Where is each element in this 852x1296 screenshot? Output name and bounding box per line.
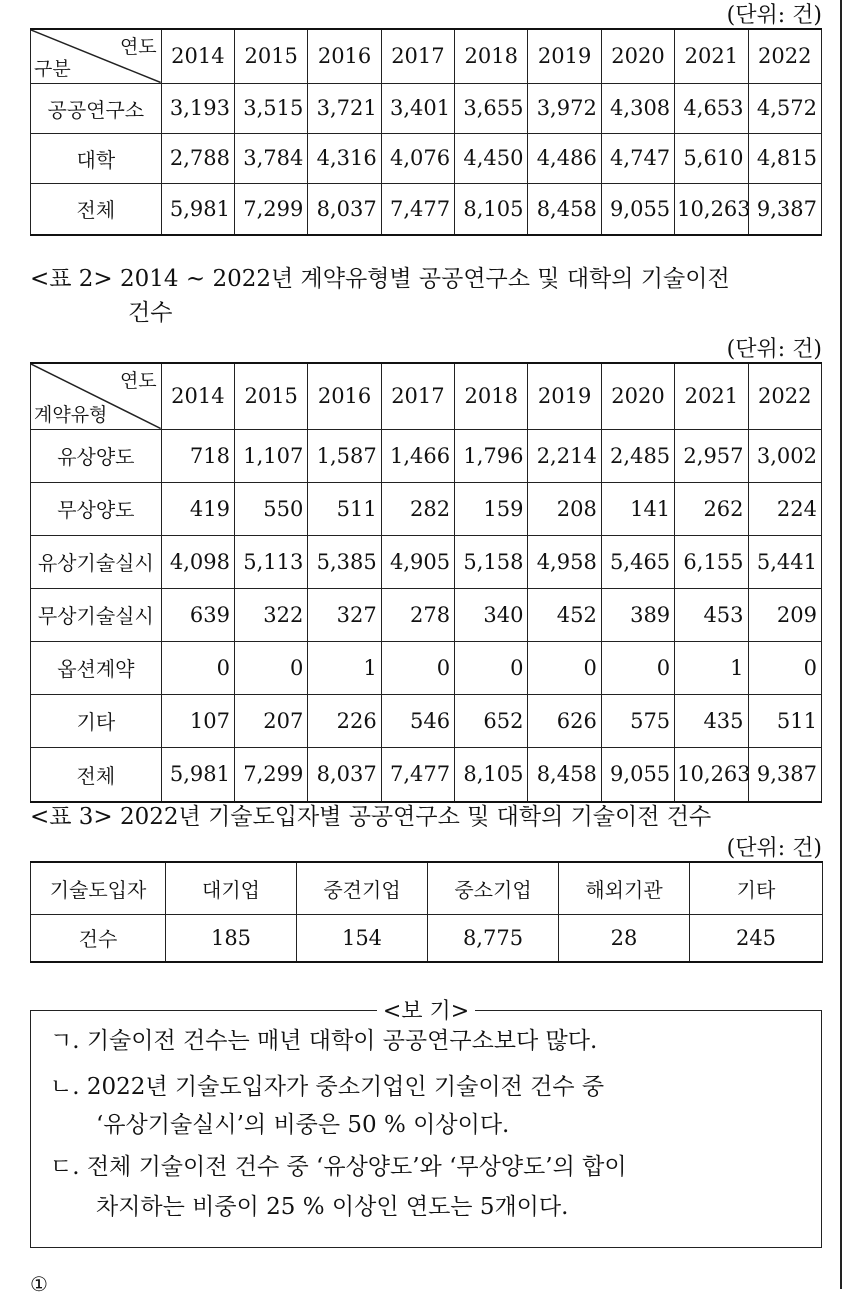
cell: 5,441 (748, 535, 821, 588)
cell: 5,113 (235, 535, 308, 588)
cell: 322 (235, 588, 308, 641)
table1-unit: (단위: 건) (726, 3, 822, 28)
bogi-text: 2022년 기술도입자가 중소기업인 기술이전 건수 중 (86, 1074, 605, 1100)
bogi-item (50, 1024, 810, 1058)
row-label: 전체 (31, 183, 162, 235)
table2-year: 2022 (748, 363, 821, 429)
cell: 4,905 (381, 535, 454, 588)
cell: 5,385 (308, 535, 381, 588)
row-label: 옵션계약 (31, 641, 162, 694)
answer-choice-marker: ① (30, 1272, 48, 1296)
cell: 107 (161, 694, 234, 747)
table3-header: 대기업 (166, 862, 297, 914)
cell: 245 (690, 914, 823, 962)
table2-year: 2017 (381, 363, 454, 429)
cell: 4,486 (528, 133, 601, 183)
cell: 5,465 (601, 535, 674, 588)
cell: 453 (675, 588, 748, 641)
cell: 4,308 (601, 83, 674, 133)
table2-caption (30, 262, 830, 330)
cell: 3,784 (235, 133, 308, 183)
cell: 8,105 (455, 183, 528, 235)
table1-year: 2016 (308, 29, 381, 83)
cell: 0 (161, 641, 234, 694)
cell: 652 (455, 694, 528, 747)
table2-header-corner (31, 363, 162, 429)
cell: 224 (748, 482, 821, 535)
table2-unit: (단위: 건) (726, 337, 822, 362)
cell: 209 (748, 588, 821, 641)
cell: 435 (675, 694, 748, 747)
table-row (31, 133, 822, 183)
cell: 208 (528, 482, 601, 535)
cell: 1,107 (235, 429, 308, 482)
cell: 8,458 (528, 183, 601, 235)
table1-year: 2017 (381, 29, 454, 83)
table1-year: 2021 (675, 29, 748, 83)
cell: 10,263 (675, 747, 748, 802)
cell: 0 (601, 641, 674, 694)
cell: 2,485 (601, 429, 674, 482)
row-label: 유상양도 (31, 429, 162, 482)
table1-header-year: 연도 (119, 36, 157, 58)
cell: 154 (297, 914, 428, 962)
cell: 1,587 (308, 429, 381, 482)
cell: 1 (308, 641, 381, 694)
cell: 9,055 (601, 183, 674, 235)
table2-header-cat: 계약유형 (34, 403, 108, 426)
row-label: 무상기술실시 (31, 588, 162, 641)
table2-year: 2015 (235, 363, 308, 429)
bogi-marker: ㄱ. (50, 1028, 80, 1054)
bogi-item (50, 1070, 810, 1142)
row-label: 전체 (31, 747, 162, 802)
cell: 1 (675, 641, 748, 694)
cell: 8,037 (308, 183, 381, 235)
cell: 1,796 (455, 429, 528, 482)
table1-header-corner (31, 29, 162, 83)
cell: 3,401 (381, 83, 454, 133)
cell: 3,515 (235, 83, 308, 133)
cell: 4,958 (528, 535, 601, 588)
cell: 4,815 (748, 133, 821, 183)
table2-year: 2021 (675, 363, 748, 429)
row-label: 공공연구소 (31, 83, 162, 133)
cell: 3,193 (161, 83, 234, 133)
cell: 8,105 (455, 747, 528, 802)
cell: 5,981 (161, 747, 234, 802)
table2-header-year: 연도 (119, 370, 157, 392)
bogi-marker: ㄴ. (50, 1074, 80, 1100)
cell: 4,450 (455, 133, 528, 183)
cell: 262 (675, 482, 748, 535)
cell: 511 (308, 482, 381, 535)
cell: 0 (528, 641, 601, 694)
bogi-marker: ㄷ. (50, 1154, 80, 1180)
cell: 0 (748, 641, 821, 694)
cell: 3,655 (455, 83, 528, 133)
table-row (31, 83, 822, 133)
table-row (31, 914, 823, 962)
table3-unit: (단위: 건) (726, 836, 822, 861)
bogi-item (50, 1150, 810, 1224)
table-row (31, 535, 822, 588)
bogi-text: 기술이전 건수는 매년 대학이 공공연구소보다 많다. (86, 1028, 598, 1054)
table3-header: 기타 (690, 862, 823, 914)
cell: 3,972 (528, 83, 601, 133)
table1-year: 2018 (455, 29, 528, 83)
table-row (31, 482, 822, 535)
cell: 626 (528, 694, 601, 747)
cell: 3,721 (308, 83, 381, 133)
cell: 419 (161, 482, 234, 535)
cell: 389 (601, 588, 674, 641)
table-row (31, 694, 822, 747)
table-row (31, 641, 822, 694)
table1-year: 2020 (601, 29, 674, 83)
bogi-text-cont: 차지하는 비중이 25 % 이상인 연도는 5개이다. (96, 1194, 569, 1220)
table3 (30, 861, 823, 963)
table3-header: 중소기업 (428, 862, 559, 914)
cell: 4,572 (748, 83, 821, 133)
cell: 278 (381, 588, 454, 641)
cell: 575 (601, 694, 674, 747)
cell: 327 (308, 588, 381, 641)
cell: 185 (166, 914, 297, 962)
cell: 511 (748, 694, 821, 747)
table-row (31, 588, 822, 641)
cell: 4,098 (161, 535, 234, 588)
row-label: 기타 (31, 694, 162, 747)
table1 (30, 28, 822, 236)
cell: 5,610 (675, 133, 748, 183)
bogi-title-wrap (0, 994, 852, 1025)
column-divider (840, 0, 842, 1289)
cell: 8,037 (308, 747, 381, 802)
cell: 6,155 (675, 535, 748, 588)
bogi-title: <보 기> (377, 999, 475, 1024)
cell: 141 (601, 482, 674, 535)
table3-header: 해외기관 (559, 862, 690, 914)
cell: 4,076 (381, 133, 454, 183)
table-row (31, 747, 822, 802)
row-label: 무상양도 (31, 482, 162, 535)
cell: 639 (161, 588, 234, 641)
table1-year: 2014 (161, 29, 234, 83)
cell: 0 (455, 641, 528, 694)
cell: 1,466 (381, 429, 454, 482)
cell: 9,387 (748, 747, 821, 802)
bogi-text: 전체 기술이전 건수 중 ‘유상양도’와 ‘무상양도’의 합이 (86, 1154, 627, 1180)
cell: 4,653 (675, 83, 748, 133)
table1-header-cat: 구분 (34, 57, 71, 80)
table2-caption-line2: 건수 (128, 300, 173, 326)
cell: 0 (381, 641, 454, 694)
cell: 3,002 (748, 429, 821, 482)
table3-header: 중견기업 (297, 862, 428, 914)
cell: 550 (235, 482, 308, 535)
cell: 7,477 (381, 183, 454, 235)
cell: 4,316 (308, 133, 381, 183)
cell: 4,747 (601, 133, 674, 183)
cell: 0 (235, 641, 308, 694)
table2-year: 2014 (161, 363, 234, 429)
bogi-text-cont: ‘유상기술실시’의 비중은 50 % 이상이다. (96, 1112, 510, 1138)
cell: 340 (455, 588, 528, 641)
cell: 2,214 (528, 429, 601, 482)
cell: 5,981 (161, 183, 234, 235)
cell: 7,299 (235, 747, 308, 802)
table-row (31, 862, 823, 914)
table-row (31, 429, 822, 482)
cell: 7,299 (235, 183, 308, 235)
cell: 8,775 (428, 914, 559, 962)
cell: 452 (528, 588, 601, 641)
table2-year: 2019 (528, 363, 601, 429)
table3-header: 기술도입자 (31, 862, 166, 914)
cell: 282 (381, 482, 454, 535)
cell: 2,788 (161, 133, 234, 183)
cell: 2,957 (675, 429, 748, 482)
table2-year: 2018 (455, 363, 528, 429)
cell: 8,458 (528, 747, 601, 802)
row-label: 건수 (31, 914, 166, 962)
table1-year: 2019 (528, 29, 601, 83)
cell: 718 (161, 429, 234, 482)
row-label: 대학 (31, 133, 162, 183)
table1-year: 2015 (235, 29, 308, 83)
table2 (30, 362, 822, 803)
cell: 9,055 (601, 747, 674, 802)
cell: 5,158 (455, 535, 528, 588)
cell: 226 (308, 694, 381, 747)
table2-year: 2020 (601, 363, 674, 429)
table2-caption-line1: <표 2> 2014 ~ 2022년 계약유형별 공공연구소 및 대학의 기술이전 (30, 266, 730, 292)
table3-caption: <표 3> 2022년 기술도입자별 공공연구소 및 대학의 기술이전 건수 (30, 804, 712, 830)
cell: 546 (381, 694, 454, 747)
cell: 9,387 (748, 183, 821, 235)
cell: 28 (559, 914, 690, 962)
cell: 10,263 (675, 183, 748, 235)
cell: 159 (455, 482, 528, 535)
table1-year: 2022 (748, 29, 821, 83)
table2-year: 2016 (308, 363, 381, 429)
cell: 207 (235, 694, 308, 747)
table-row (31, 183, 822, 235)
cell: 7,477 (381, 747, 454, 802)
row-label: 유상기술실시 (31, 535, 162, 588)
